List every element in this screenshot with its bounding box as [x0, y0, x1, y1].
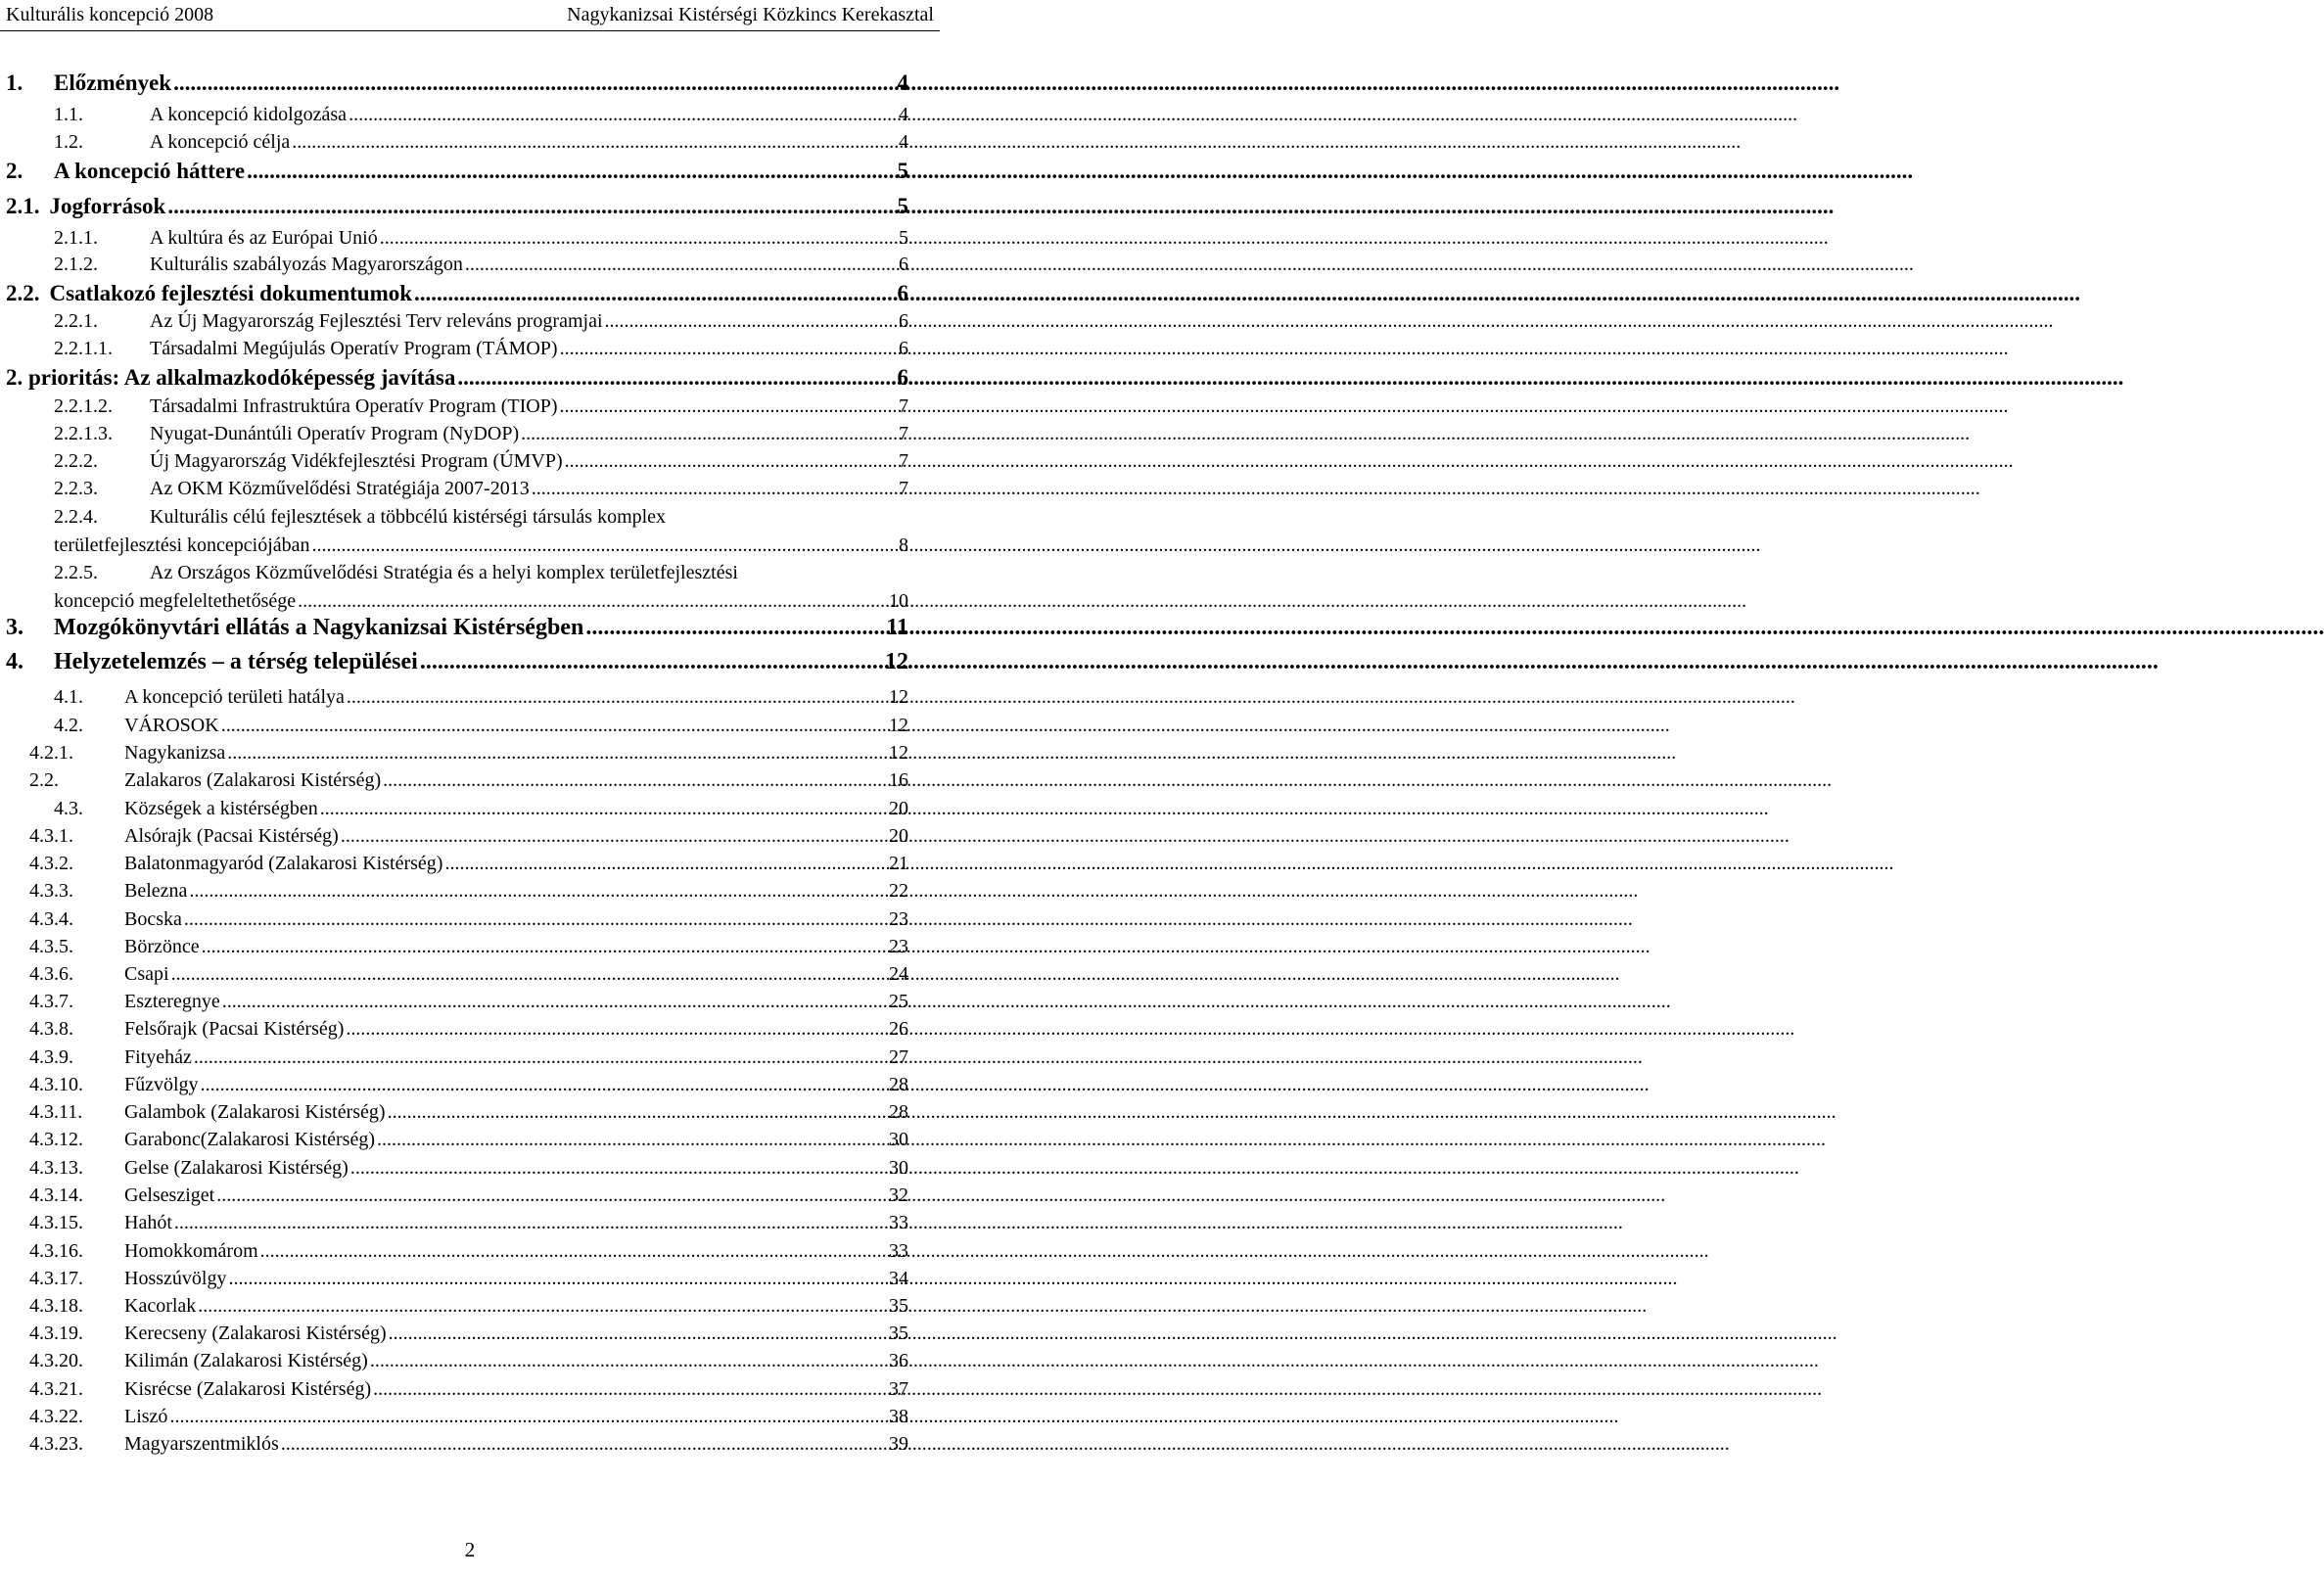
toc-dot-leader: [172, 1209, 886, 1237]
toc-entry-page: 27: [889, 1046, 908, 1068]
toc-entry-title: Társadalmi Megújulás Operatív Program (TÁMOP): [150, 338, 558, 359]
toc-entry-page: 6: [897, 365, 908, 390]
toc-dot-leader: [318, 795, 886, 823]
toc-entry-title: Kilimán (Zalakarosi Kistérség): [124, 1350, 368, 1371]
toc-entry-number: 2.2.1.2.: [54, 395, 113, 417]
toc-dot-leader: [418, 648, 882, 676]
toc-entry-page: 12: [889, 686, 908, 708]
toc-dot-leader: [463, 251, 896, 279]
toc-entry-page: 33: [889, 1212, 908, 1233]
toc-entry-page: 23: [889, 936, 908, 957]
toc-entry-page: 16: [889, 769, 908, 791]
toc-dot-leader: [339, 822, 886, 851]
toc-entry-page: 7: [899, 423, 908, 444]
toc-entry-page: 8: [899, 534, 908, 556]
toc-entry-title: Galambok (Zalakarosi Kistérség): [124, 1101, 386, 1123]
toc-dot-leader: [219, 712, 886, 740]
toc-dot-leader: [347, 101, 896, 129]
toc-entry-number: 2.2.2.: [54, 450, 98, 472]
header-right-title: Nagykanizsai Kistérségi Közkincs Kerekasztal: [567, 3, 934, 25]
toc-entry-title: Társadalmi Infrastruktúra Operatív Program (TIOP): [150, 395, 558, 417]
toc-entry-title: Csapi: [124, 963, 169, 985]
toc-entry-page: 12: [889, 742, 908, 764]
toc-entry-page: 5: [897, 159, 908, 183]
toc-entry-number: 4.3.17.: [29, 1268, 83, 1289]
toc-entry-title: Csatlakozó fejlesztési dokumentumok: [49, 281, 413, 305]
toc-dot-leader: [442, 850, 886, 878]
toc-entry-page: 6: [899, 338, 908, 359]
toc-dot-leader: [345, 683, 886, 712]
toc-dot-leader: [171, 69, 894, 97]
toc-entry-page: 34: [889, 1268, 908, 1289]
toc-entry-number: 2.1.2.: [54, 254, 98, 275]
toc-dot-leader: [199, 1071, 886, 1099]
toc-entry-number: 4.3.13.: [29, 1157, 83, 1179]
toc-entry-title: Jogforrások: [49, 194, 166, 218]
toc-entry-number: 4.3.19.: [29, 1323, 83, 1344]
toc-entry-page: 36: [889, 1350, 908, 1371]
toc-dot-leader: [196, 1292, 886, 1321]
toc-entry-title: Hosszúvölgy: [124, 1268, 227, 1289]
toc-entry-title-continued: koncepció megfeleltethetősége: [54, 590, 297, 612]
toc-entry-title: Hahót: [124, 1212, 172, 1233]
toc-entry-page: 6: [899, 254, 908, 275]
toc-entry-number: 4.: [6, 649, 23, 674]
toc-entry-number: 2.2.3.: [54, 478, 98, 499]
toc-entry-page: 33: [889, 1240, 908, 1262]
toc-entry-number: 4.3.12.: [29, 1129, 83, 1150]
toc-entry-number: 4.3.4.: [29, 908, 73, 930]
toc-entry-title: Az OKM Közművelődési Stratégiája 2007-2013: [150, 478, 530, 499]
toc-dot-leader: [310, 532, 896, 560]
toc-dot-leader: [200, 933, 886, 961]
header-left-title: Kulturális koncepció 2008: [6, 3, 214, 25]
toc-entry-number: 1.1.: [54, 104, 83, 125]
toc-dot-leader: [558, 335, 896, 363]
toc-entry-page: 12: [885, 649, 908, 674]
page-number: 2: [464, 1538, 476, 1561]
toc-dot-leader: [187, 877, 886, 906]
toc-entry-title: Mozgókönyvtári ellátás a Nagykanizsai Kistérségben: [54, 615, 584, 640]
toc-entry-title: Garabonc(Zalakarosi Kistérség): [124, 1129, 375, 1150]
toc-entry-number: 4.3.14.: [29, 1184, 83, 1206]
toc-entry-title: A koncepció célja: [150, 131, 291, 153]
toc-entry-number: 4.1.: [54, 686, 83, 708]
toc-entry-page: 21: [889, 853, 908, 874]
toc-entry-page: 37: [889, 1378, 908, 1400]
toc-entry-page: 7: [899, 478, 908, 499]
toc-entry-page: 12: [889, 715, 908, 736]
toc-entry-number: 2.1.: [6, 194, 40, 218]
toc-entry-number: 3.: [6, 615, 23, 640]
toc-entry-page: 38: [889, 1406, 908, 1427]
toc-entry-page: 10: [889, 590, 908, 612]
toc-dot-leader: [225, 739, 886, 767]
toc-dot-leader: [344, 1015, 886, 1044]
toc-entry-title: Községek a kistérségben: [124, 798, 318, 819]
toc-entry-number: 2.2.1.: [54, 310, 98, 332]
toc-entry-title: Nyugat-Dunántúli Operatív Program (NyDOP): [150, 423, 520, 444]
toc-entry-page: 30: [889, 1157, 908, 1179]
table-of-contents: [0, 0, 940, 1579]
toc-entry-number: 4.3.20.: [29, 1350, 83, 1371]
toc-dot-leader: [455, 363, 894, 392]
toc-entry-title: A koncepció kidolgozása: [150, 104, 348, 125]
toc-entry-title: Kacorlak: [124, 1295, 197, 1317]
toc-entry-number: 4.3.16.: [29, 1240, 83, 1262]
toc-entry-title: Börzönce: [124, 936, 200, 957]
toc-entry-title: Alsórajk (Pacsai Kistérség): [124, 825, 339, 847]
toc-entry-page: 26: [889, 1018, 908, 1040]
toc-entry-number: 2.1.1.: [54, 227, 98, 249]
toc-entry-page: 35: [889, 1323, 908, 1344]
toc-dot-leader: [412, 279, 894, 307]
toc-entry-title: Kulturális célú fejlesztések a többcélú kistérségi társulás komplex: [150, 506, 667, 528]
toc-entry-number: 4.3.: [54, 798, 83, 819]
toc-entry-title: Magyarszentmiklós: [124, 1433, 279, 1455]
toc-entry-number: 4.2.1.: [29, 742, 73, 764]
toc-entry-title: VÁROSOK: [124, 715, 219, 736]
toc-entry-number: 4.3.5.: [29, 936, 73, 957]
toc-entry-title: 2. prioritás: Az alkalmazkodóképesség javítása: [6, 365, 456, 390]
toc-entry-number: 4.3.23.: [29, 1433, 83, 1455]
toc-entry-title: Eszteregnye: [124, 991, 220, 1012]
toc-entry-title: Gelse (Zalakarosi Kistérség): [124, 1157, 349, 1179]
toc-dot-leader: [371, 1375, 886, 1404]
toc-entry-title: Zalakaros (Zalakarosi Kistérség): [124, 769, 382, 791]
toc-dot-leader: [182, 906, 886, 934]
toc-dot-leader: [378, 224, 896, 253]
toc-dot-leader: [530, 475, 896, 503]
toc-entry-page: 22: [889, 880, 908, 902]
toc-dot-leader: [245, 157, 894, 185]
toc-entry-page: 5: [897, 194, 908, 218]
toc-entry-page: 25: [889, 991, 908, 1012]
toc-entry-number: 4.3.1.: [29, 825, 73, 847]
toc-entry-page: 39: [889, 1433, 908, 1455]
toc-entry-title: Az Új Magyarország Fejlesztési Terv releváns programjai: [150, 310, 603, 332]
toc-entry-number: 4.3.18.: [29, 1295, 83, 1317]
toc-dot-leader: [381, 766, 886, 795]
toc-dot-leader: [387, 1320, 886, 1348]
toc-dot-leader: [290, 128, 896, 157]
toc-entry-title: Homokkomárom: [124, 1240, 258, 1262]
toc-entry-page: 23: [889, 908, 908, 930]
toc-entry-title: A koncepció területi hatálya: [124, 686, 345, 708]
toc-dot-leader: [368, 1347, 886, 1375]
toc-entry-number: 4.3.2.: [29, 853, 73, 874]
toc-entry-title: Fűzvölgy: [124, 1074, 199, 1095]
toc-entry-number: 4.3.7.: [29, 991, 73, 1012]
toc-dot-leader: [220, 988, 886, 1016]
toc-entry-number: 2.2.: [6, 281, 40, 305]
toc-entry-page: 35: [889, 1295, 908, 1317]
toc-entry-page: 5: [899, 227, 908, 249]
toc-entry-page: 20: [889, 825, 908, 847]
toc-entry-number: 4.3.3.: [29, 880, 73, 902]
toc-entry-title: Nagykanizsa: [124, 742, 226, 764]
toc-entry-page: 4: [899, 131, 908, 153]
toc-entry-page: 28: [889, 1074, 908, 1095]
toc-entry-title: Fityeház: [124, 1046, 192, 1068]
toc-dot-leader: [375, 1126, 886, 1154]
toc-entry-title: Gelsesziget: [124, 1184, 215, 1206]
toc-dot-leader: [349, 1154, 886, 1183]
toc-entry-title: Előzmények: [54, 70, 172, 95]
toc-entry-title: Helyzetelemzés – a térség települései: [54, 649, 418, 674]
toc-dot-leader: [192, 1044, 886, 1072]
toc-entry-title: Liszó: [124, 1406, 168, 1427]
toc-entry-title-continued: területfejlesztési koncepciójában: [54, 534, 310, 556]
toc-entry-page: 6: [897, 281, 908, 305]
toc-entry-page: 7: [899, 395, 908, 417]
toc-entry-title: Az Országos Közművelődési Stratégia és a helyi komplex területfejlesztési: [150, 562, 738, 583]
toc-dot-leader: [386, 1098, 886, 1127]
toc-entry-title: Kerecseny (Zalakarosi Kistérség): [124, 1323, 387, 1344]
toc-entry-page: 7: [899, 450, 908, 472]
toc-dot-leader: [214, 1182, 886, 1210]
toc-dot-leader: [258, 1237, 886, 1266]
toc-entry-number: 2.2.1.1.: [54, 338, 113, 359]
toc-dot-leader: [603, 307, 896, 336]
toc-entry-title: Új Magyarország Vidékfejlesztési Program (ÚMVP): [150, 450, 563, 472]
toc-entry-number: 4.3.6.: [29, 963, 73, 985]
toc-dot-leader: [583, 614, 883, 642]
toc-entry-number: 4.3.21.: [29, 1378, 83, 1400]
toc-entry-number: 4.3.22.: [29, 1406, 83, 1427]
toc-dot-leader: [226, 1265, 886, 1293]
toc-entry-title: A kultúra és az Európai Unió: [150, 227, 378, 249]
toc-dot-leader: [296, 587, 886, 616]
toc-entry-page: 28: [889, 1101, 908, 1123]
toc-entry-number: 4.3.8.: [29, 1018, 73, 1040]
toc-entry-number: 4.3.10.: [29, 1074, 83, 1095]
toc-entry-page: 32: [889, 1184, 908, 1206]
toc-entry-page: 6: [899, 310, 908, 332]
toc-entry-page: 4: [897, 70, 908, 95]
toc-entry-title: Kulturális szabályozás Magyarországon: [150, 254, 463, 275]
toc-entry-page: 20: [889, 798, 908, 819]
toc-entry-number: 2.2.5.: [54, 562, 98, 583]
toc-entry-title: A koncepció háttere: [54, 159, 246, 183]
toc-entry-number: 4.3.11.: [29, 1101, 83, 1123]
toc-entry-page: 4: [899, 104, 908, 125]
toc-dot-leader: [165, 192, 894, 220]
toc-entry-number: 4.2.: [54, 715, 83, 736]
toc-dot-leader: [558, 393, 896, 421]
toc-entry-number: 2.: [6, 159, 23, 183]
toc-entry-number: 4.3.15.: [29, 1212, 83, 1233]
toc-entry-title: Felsőrajk (Pacsai Kistérség): [124, 1018, 345, 1040]
toc-dot-leader: [169, 960, 886, 989]
toc-entry-number: 2.2.4.: [54, 506, 98, 528]
toc-entry-number: 2.2.1.3.: [54, 423, 113, 444]
toc-entry-page: 30: [889, 1129, 908, 1150]
toc-entry-number: 1.2.: [54, 131, 83, 153]
toc-entry-title: Bocska: [124, 908, 182, 930]
toc-entry-page: 24: [889, 963, 908, 985]
toc-entry-number: 2.2.: [29, 769, 59, 791]
toc-entry-title: Balatonmagyaród (Zalakarosi Kistérség): [124, 853, 443, 874]
toc-dot-leader: [519, 420, 896, 448]
toc-entry-title: Kisrécse (Zalakarosi Kistérség): [124, 1378, 372, 1400]
toc-dot-leader: [279, 1430, 886, 1459]
toc-entry-number: 1.: [6, 70, 23, 95]
toc-dot-leader: [167, 1403, 886, 1431]
toc-entry-number: 4.3.9.: [29, 1046, 73, 1068]
toc-dot-leader: [563, 447, 896, 476]
toc-entry-page: 11: [886, 615, 908, 640]
toc-entry-title: Belezna: [124, 880, 188, 902]
